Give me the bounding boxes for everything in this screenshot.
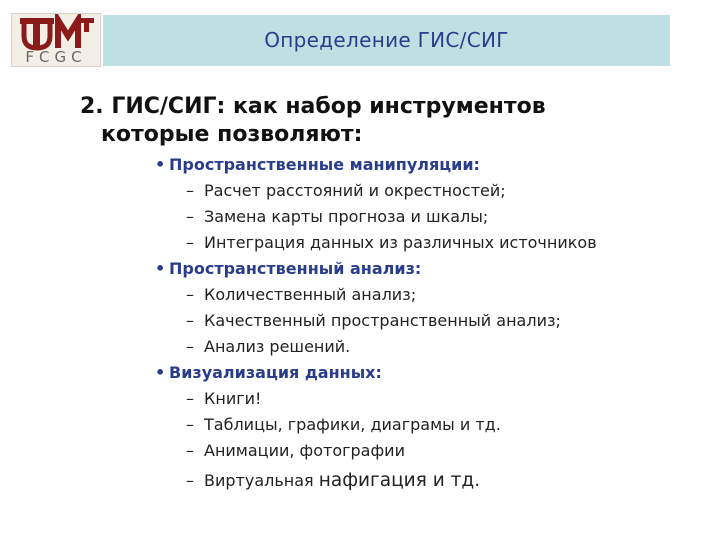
main-heading [80, 93, 680, 149]
list-item-text-large: нафигация и тд. [318, 470, 481, 491]
list-item-text: Количественный анализ; [204, 285, 417, 304]
section-heading [155, 360, 715, 386]
list-item [155, 386, 715, 412]
list-item-text: Расчет расстояний и окрестностей; [204, 181, 506, 200]
list-item [155, 178, 715, 204]
dash-icon: – [186, 337, 194, 356]
list-item-text: Интеграция данных из различных источников [204, 233, 597, 252]
section-title: Пространственные манипуляции: [169, 155, 480, 174]
list-item [155, 334, 715, 360]
logo-text: FCGC [25, 48, 87, 66]
list-item [155, 464, 715, 498]
dash-icon: – [186, 311, 194, 330]
dash-icon: – [186, 233, 194, 252]
dash-icon: – [186, 389, 194, 408]
heading-line-1: 2. ГИС/СИГ: как набор инструментов [80, 94, 546, 119]
list-item-text-small: Виртуальная [204, 471, 319, 490]
list-item-text: Замена карты прогноза и шкалы; [204, 207, 489, 226]
heading-line-2: которые позволяют: [101, 122, 363, 147]
section-spatial-analysis [155, 256, 715, 360]
section-data-visualization [155, 360, 715, 498]
bullet-icon: • [155, 259, 166, 278]
list-item [155, 412, 715, 438]
dash-icon: – [186, 285, 194, 304]
list-item-text: Анализ решений. [204, 337, 351, 356]
section-heading [155, 152, 715, 178]
logo-mark-icon [12, 14, 100, 52]
bullet-list [155, 152, 715, 498]
page-title: Определение ГИС/СИГ [264, 28, 509, 52]
list-item-text: Анимации, фотографии [204, 441, 405, 460]
dash-icon: – [186, 471, 194, 490]
logo [11, 13, 101, 67]
list-item [155, 308, 715, 334]
list-item [155, 204, 715, 230]
dash-icon: – [186, 441, 194, 460]
list-item-text [204, 464, 480, 498]
list-item [155, 230, 715, 256]
list-item [155, 438, 715, 464]
section-title: Пространственный анализ: [169, 259, 422, 278]
dash-icon: – [186, 207, 194, 226]
dash-icon: – [186, 415, 194, 434]
section-title: Визуализация данных: [169, 363, 382, 382]
list-item [155, 282, 715, 308]
list-item-text: Таблицы, графики, диаграмы и тд. [204, 415, 501, 434]
section-heading [155, 256, 715, 282]
title-banner [103, 15, 670, 66]
bullet-icon: • [155, 155, 166, 174]
list-item-text: Книги! [204, 389, 262, 408]
list-item-text: Качественный пространственный анализ; [204, 311, 561, 330]
section-spatial-manipulation [155, 152, 715, 256]
dash-icon: – [186, 181, 194, 200]
bullet-icon: • [155, 363, 166, 382]
